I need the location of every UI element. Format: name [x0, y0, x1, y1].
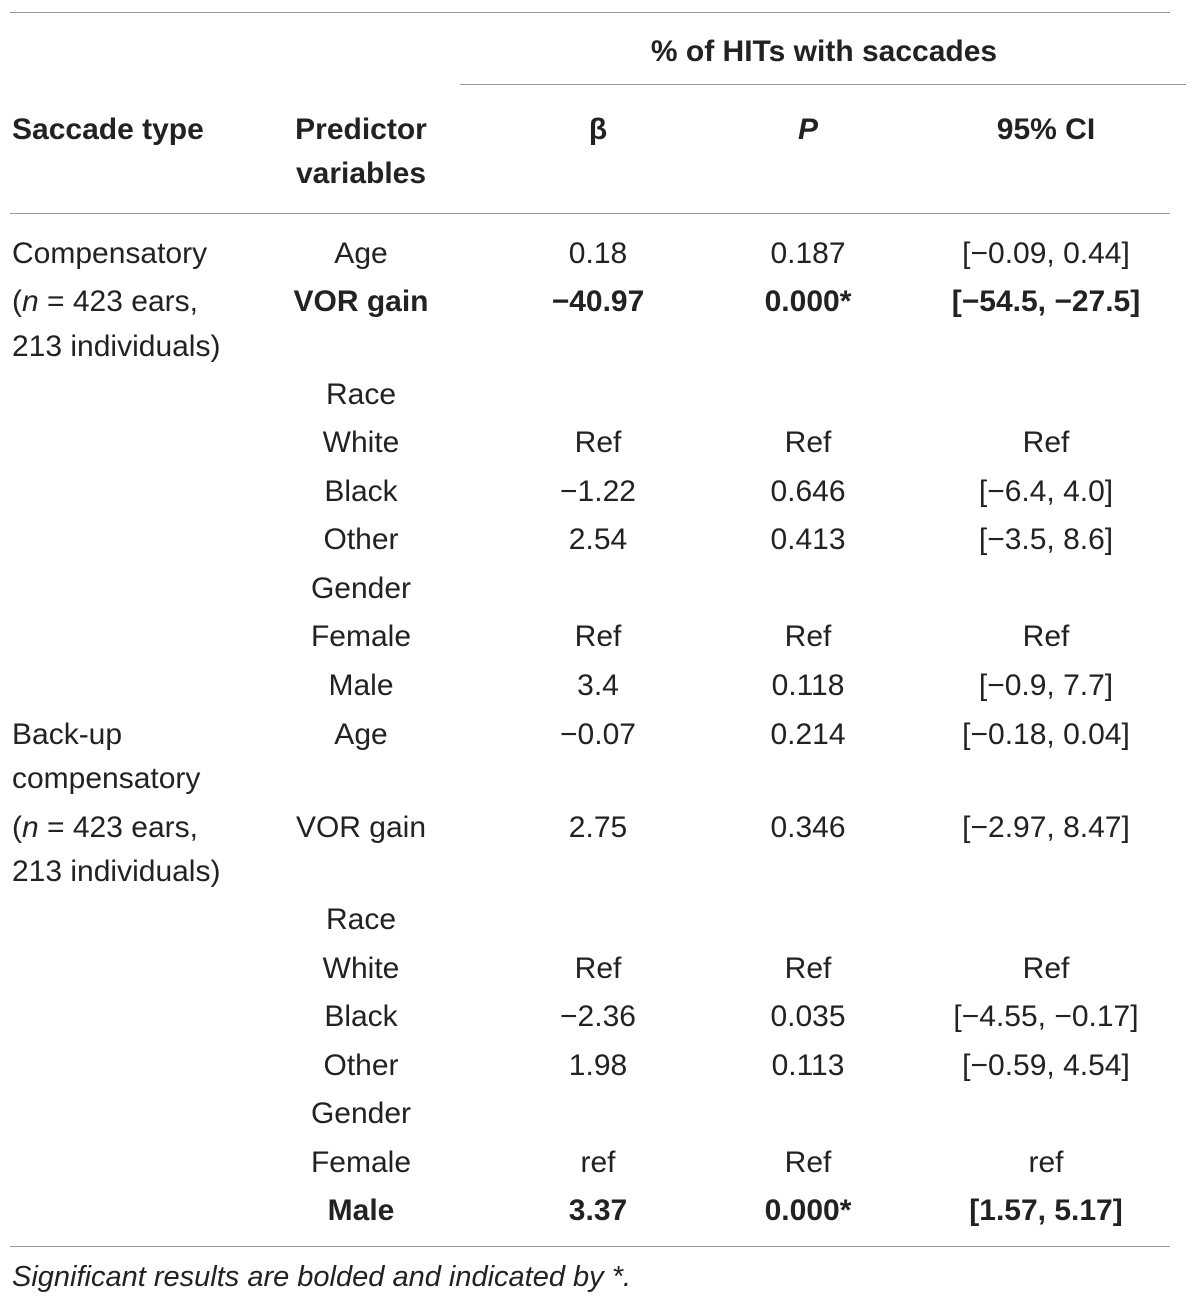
p-cell: 0.187	[770, 237, 846, 270]
beta-cell: 2.54	[568, 523, 628, 556]
top-rule	[10, 12, 1170, 13]
beta-cell: Ref	[574, 620, 622, 653]
beta-cell: −40.97	[551, 285, 645, 318]
ci-cell: [1.57, 5.17]	[969, 1194, 1123, 1227]
saccade-type-compensatory: Compensatory	[12, 237, 208, 270]
predictor-cell: Other	[323, 523, 399, 556]
predictor-cell: Race	[325, 378, 397, 411]
predictor-cell: Female	[310, 620, 412, 653]
spanner-rule	[460, 84, 1186, 85]
bottom-rule	[10, 1246, 1170, 1247]
beta-cell: 1.98	[568, 1049, 628, 1082]
ci-cell: [−4.55, −0.17]	[953, 1000, 1139, 1033]
ci-heading: 95% CI	[996, 113, 1096, 146]
beta-cell: ref	[580, 1146, 616, 1179]
saccade-type-backup-line2: compensatory	[12, 762, 201, 795]
ci-cell: ref	[1028, 1146, 1064, 1179]
predictor-cell: VOR gain	[293, 285, 429, 318]
ci-cell: [−0.18, 0.04]	[962, 718, 1130, 751]
beta-cell: 0.18	[568, 237, 628, 270]
ci-cell: [−0.09, 0.44]	[962, 237, 1130, 270]
paren-open: (	[12, 811, 22, 844]
saccade-type-n-line	[12, 806, 198, 850]
p-cell: Ref	[784, 1146, 832, 1179]
p-cell: 0.646	[770, 475, 846, 508]
predictor-cell: Gender	[310, 572, 412, 605]
ci-cell: Ref	[1022, 952, 1070, 985]
paren-open: (	[12, 285, 22, 318]
saccade-type-backup: Back-up	[12, 718, 123, 751]
predictor-cell: Female	[310, 1146, 412, 1179]
predictor-cell: VOR gain	[295, 811, 427, 844]
predictor-cell: White	[322, 426, 400, 459]
n-value: = 423 ears,	[38, 811, 198, 844]
p-cell: 0.413	[770, 523, 846, 556]
beta-heading: β	[588, 113, 608, 146]
predictor-cell: Black	[324, 475, 398, 508]
beta-cell: Ref	[574, 952, 622, 985]
ci-cell: [−3.5, 8.6]	[978, 523, 1114, 556]
predictor-cell: Black	[324, 1000, 398, 1033]
p-cell: 0.000*	[764, 1194, 852, 1227]
predictor-cell: Male	[328, 669, 394, 702]
predictor-heading-line1: Predictor	[295, 113, 427, 146]
ci-cell: [−0.59, 4.54]	[962, 1049, 1130, 1082]
beta-cell: 3.4	[577, 669, 619, 702]
p-cell: 0.000*	[764, 285, 852, 318]
p-cell: Ref	[784, 426, 832, 459]
predictor-cell: White	[322, 952, 400, 985]
header-bottom-rule	[10, 213, 1170, 214]
predictor-heading-line2: variables	[295, 157, 427, 190]
predictor-cell: Male	[327, 1194, 395, 1227]
saccade-type-individuals: 213 individuals)	[12, 330, 221, 363]
saccade-type-individuals: 213 individuals)	[12, 855, 221, 888]
saccade-type-heading: Saccade type	[12, 113, 204, 146]
beta-cell: −0.07	[560, 718, 636, 751]
beta-cell: 3.37	[568, 1194, 628, 1227]
predictor-cell: Age	[334, 237, 388, 270]
p-cell: 0.346	[770, 811, 846, 844]
ci-cell: Ref	[1022, 620, 1070, 653]
beta-cell: −2.36	[560, 1000, 636, 1033]
p-cell: 0.113	[771, 1049, 845, 1082]
ci-cell: [−2.97, 8.47]	[962, 811, 1130, 844]
p-cell: 0.035	[770, 1000, 846, 1033]
beta-cell: −1.22	[560, 475, 636, 508]
p-cell: Ref	[784, 620, 832, 653]
p-cell: 0.118	[771, 669, 845, 702]
ci-cell: [−0.9, 7.7]	[978, 669, 1114, 702]
n-symbol: n	[22, 811, 39, 844]
ci-cell: [−54.5, −27.5]	[951, 285, 1141, 318]
footnote: Significant results are bolded and indicated by *.	[12, 1261, 632, 1293]
beta-cell: Ref	[574, 426, 622, 459]
n-symbol: n	[22, 285, 39, 318]
predictor-cell: Other	[323, 1049, 399, 1082]
predictor-cell: Gender	[310, 1097, 412, 1130]
p-cell: Ref	[784, 952, 832, 985]
p-heading: P	[797, 113, 819, 146]
beta-cell: 2.75	[568, 811, 628, 844]
n-value: = 423 ears,	[38, 285, 198, 318]
ci-cell: [−6.4, 4.0]	[978, 475, 1114, 508]
spanner-heading: % of HITs with saccades	[650, 35, 998, 68]
p-cell: 0.214	[770, 718, 846, 751]
saccade-type-n-line	[12, 280, 198, 324]
predictor-cell: Age	[334, 718, 388, 751]
ci-cell: Ref	[1022, 426, 1070, 459]
predictor-cell: Race	[325, 903, 397, 936]
